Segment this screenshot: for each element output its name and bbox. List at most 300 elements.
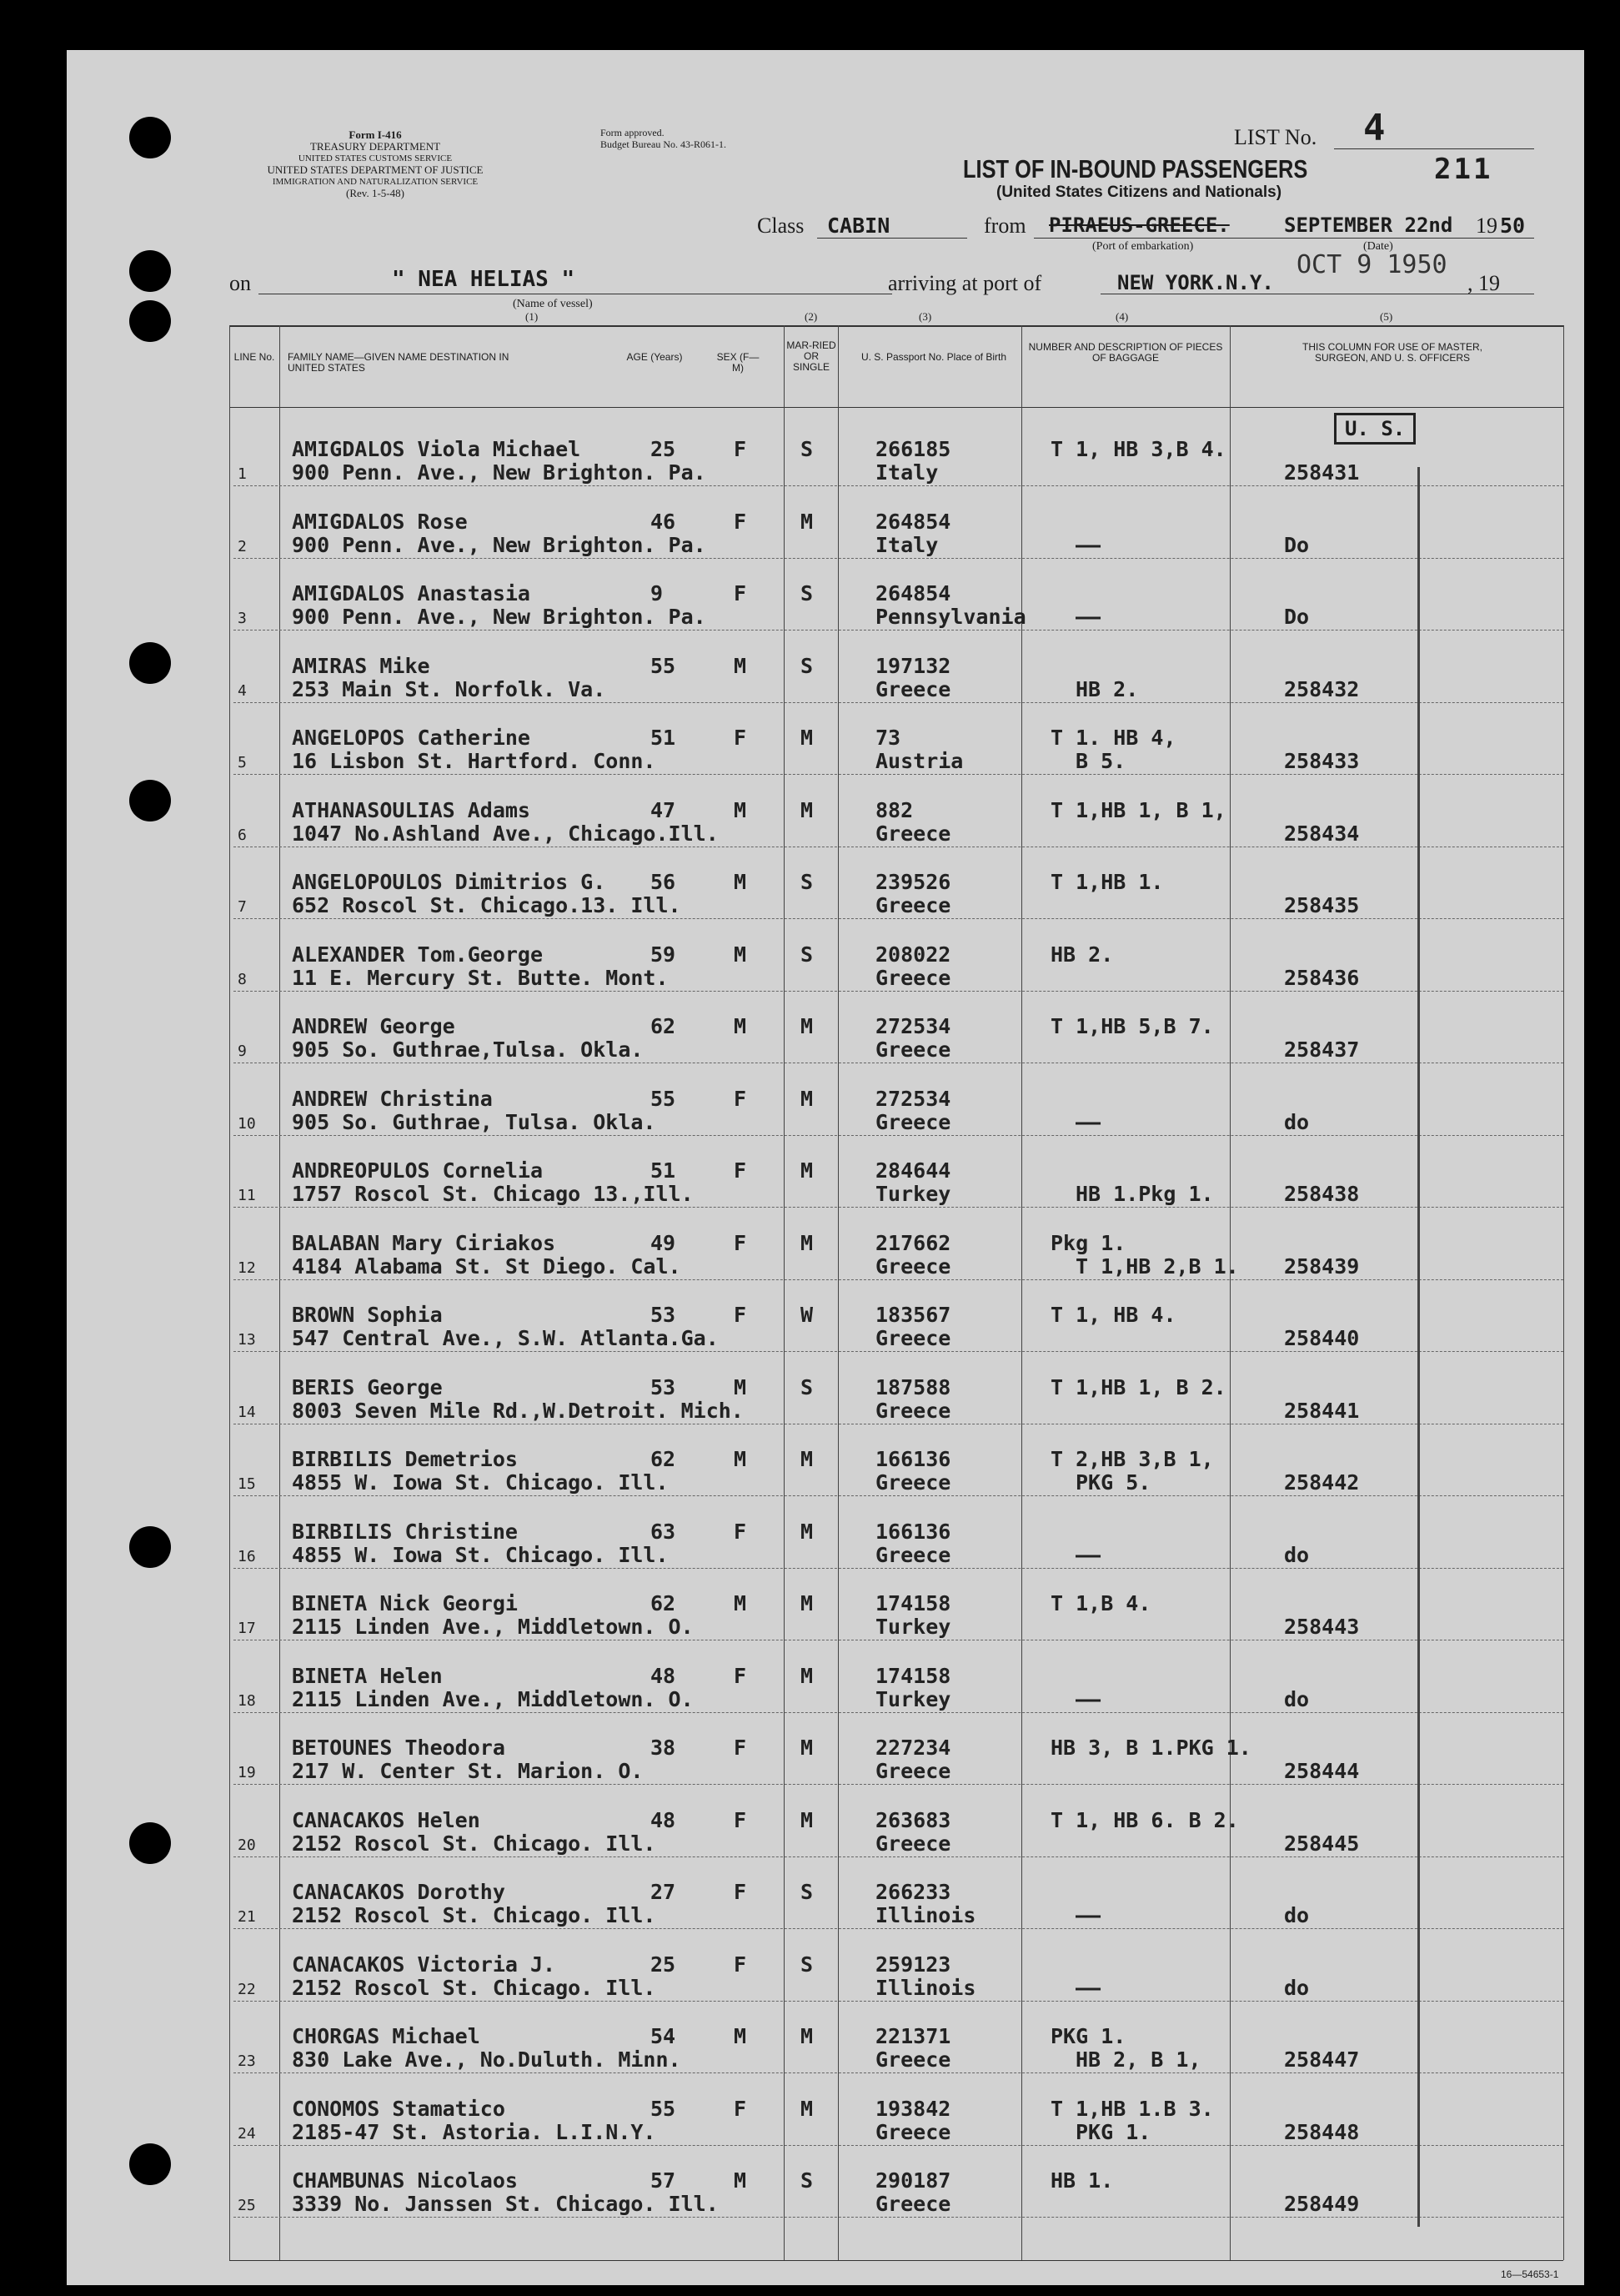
passenger-age: 49 <box>650 1230 676 1255</box>
passenger-sex: F <box>734 1519 747 1544</box>
place-of-birth: Greece <box>875 2047 951 2072</box>
passenger-sex: F <box>734 1230 747 1255</box>
place-of-birth: Turkey <box>875 1182 951 1206</box>
row-divider <box>233 1784 1563 1785</box>
list-no-underline <box>1334 148 1534 149</box>
line-number: 9 <box>238 1042 247 1060</box>
officer-note: 258438 <box>1284 1182 1360 1206</box>
baggage-line2: —— <box>1076 1542 1101 1567</box>
list-no-label: LIST No. <box>1234 125 1317 149</box>
passenger-address: 253 Main St. Norfolk. Va. <box>292 676 606 701</box>
baggage-line2: T 1,HB 2,B 1. <box>1076 1254 1239 1279</box>
officer-note: 258442 <box>1284 1470 1360 1495</box>
table-row <box>67 2077 1584 2148</box>
passenger-age: 48 <box>650 1807 676 1832</box>
marital-status: S <box>800 2168 814 2193</box>
passenger-sex: F <box>734 726 747 750</box>
baggage-line2: —— <box>1076 1975 1101 2000</box>
baggage-line1: T 1,HB 1. <box>1051 870 1164 894</box>
passenger-address: 2152 Roscol St. Chicago. Ill. <box>292 1975 656 2000</box>
passenger-address: 900 Penn. Ave., New Brighton. Pa. <box>292 460 706 485</box>
passenger-address: 900 Penn. Ave., New Brighton. Pa. <box>292 605 706 629</box>
passport-number: 193842 <box>875 2096 951 2121</box>
place-of-birth: Greece <box>875 821 951 846</box>
line-number: 24 <box>238 2124 256 2143</box>
row-divider <box>233 918 1563 919</box>
passenger-sex: M <box>734 1014 747 1038</box>
passenger-address: 905 So. Guthrae,Tulsa. Okla. <box>292 1037 644 1062</box>
passenger-age: 56 <box>650 870 676 894</box>
passenger-sex: M <box>734 2168 747 2193</box>
passenger-sex: M <box>734 1447 747 1471</box>
passenger-age: 51 <box>650 726 676 750</box>
year-prefix: 19 <box>1476 214 1497 238</box>
officer-note: do <box>1284 1903 1310 1927</box>
passport-number: 227234 <box>875 1736 951 1760</box>
passenger-name: ANGELOPOS Catherine <box>292 726 530 750</box>
passenger-age: 38 <box>650 1736 676 1760</box>
table-row <box>67 1932 1584 2004</box>
port-of-embarkation: PIRAEUS-GREECE. <box>1049 214 1230 237</box>
place-of-birth: Austria <box>875 749 964 773</box>
row-divider <box>233 1712 1563 1713</box>
passenger-name: CANACAKOS Victoria J. <box>292 1952 556 1977</box>
marital-status: S <box>800 942 814 967</box>
header-baggage: NUMBER AND DESCRIPTION OF PIECES OF BAGGAGE <box>1028 341 1223 364</box>
passenger-age: 9 <box>650 581 664 605</box>
form-number: Form I-416 <box>349 128 402 141</box>
header-officers: THIS COLUMN FOR USE OF MASTER, SURGEON, AND U. S. OFFICERS <box>1302 341 1482 364</box>
baggage-line1: T 1,HB 1, B 1, <box>1051 797 1226 822</box>
passport-number: 290187 <box>875 2168 951 2193</box>
line-number: 10 <box>238 1114 256 1133</box>
vessel-caption: (Name of vessel) <box>513 298 593 310</box>
row-divider <box>233 1135 1563 1136</box>
marital-status: M <box>800 1086 814 1111</box>
line-number: 20 <box>238 1836 256 1854</box>
baggage-line2: —— <box>1076 1903 1101 1927</box>
passenger-age: 48 <box>650 1663 676 1688</box>
officer-note: 258443 <box>1284 1615 1360 1639</box>
baggage-line1: HB 2. <box>1051 942 1114 967</box>
passenger-name: CHORGAS Michael <box>292 2024 480 2048</box>
table-row <box>67 1644 1584 1716</box>
passenger-sex: F <box>734 1663 747 1688</box>
passenger-address: 4184 Alabama St. St Diego. Cal. <box>292 1254 681 1279</box>
officer-note: 258441 <box>1284 1398 1360 1423</box>
passenger-address: 1757 Roscol St. Chicago 13.,Ill. <box>292 1182 694 1206</box>
table-row <box>67 2148 1584 2220</box>
table-row <box>67 994 1584 1066</box>
table-row <box>67 706 1584 777</box>
officer-note: 258448 <box>1284 2119 1360 2144</box>
passport-number: 266233 <box>875 1880 951 1904</box>
baggage-line2: —— <box>1076 532 1101 557</box>
col-num-5: (5) <box>1380 310 1393 323</box>
passenger-name: ANGELOPOULOS Dimitrios G. <box>292 870 606 894</box>
baggage-line2: B 5. <box>1076 749 1126 773</box>
row-divider <box>233 2217 1563 2218</box>
baggage-line1: T 1,HB 1.B 3. <box>1051 2096 1214 2121</box>
passport-number: 166136 <box>875 1519 951 1544</box>
baggage-line1: Pkg 1. <box>1051 1230 1126 1255</box>
table-row <box>67 1283 1584 1354</box>
table-row <box>67 1716 1584 1787</box>
passenger-age: 62 <box>650 1447 676 1471</box>
baggage-line2: HB 1.Pkg 1. <box>1076 1182 1214 1206</box>
header-name: FAMILY NAME—GIVEN NAME DESTINATION IN UNITED STATES <box>288 351 509 374</box>
baggage-line1: T 1,HB 5,B 7. <box>1051 1014 1214 1038</box>
passport-number: 882 <box>875 797 914 822</box>
officer-note: 258437 <box>1284 1037 1360 1062</box>
from-underline <box>1034 238 1534 239</box>
header-passport: U. S. Passport No. Place of Birth <box>860 351 1007 363</box>
line-number: 1 <box>238 465 247 483</box>
departure-date: SEPTEMBER 22nd <box>1284 214 1453 237</box>
line-number: 15 <box>238 1475 256 1493</box>
passenger-sex: F <box>734 437 747 461</box>
passenger-age: 53 <box>650 1374 676 1399</box>
officer-check-line <box>1417 467 1420 2227</box>
line-number: 8 <box>238 970 247 988</box>
officer-note: 258435 <box>1284 893 1360 917</box>
place-of-birth: Turkey <box>875 1615 951 1639</box>
marital-status: M <box>800 1736 814 1760</box>
line-number: 23 <box>238 2052 256 2070</box>
passenger-name: CHAMBUNAS Nicolaos <box>292 2168 518 2193</box>
officer-note: Do <box>1284 605 1310 629</box>
row-divider <box>233 1495 1563 1496</box>
passenger-address: 1047 No.Ashland Ave., Chicago.Ill. <box>292 821 719 846</box>
passenger-sex: M <box>734 2024 747 2048</box>
passenger-address: 3339 No. Janssen St. Chicago. Ill. <box>292 2192 719 2216</box>
passenger-sex: M <box>734 942 747 967</box>
passenger-age: 25 <box>650 437 676 461</box>
line-number: 6 <box>238 826 247 844</box>
passenger-name: ANDREOPULOS Cornelia <box>292 1158 544 1183</box>
passenger-name: BROWN Sophia <box>292 1303 443 1327</box>
table-row <box>67 1211 1584 1283</box>
row-divider <box>233 1856 1563 1857</box>
table-row <box>67 417 1584 489</box>
passport-number: 174158 <box>875 1591 951 1615</box>
line-number: 2 <box>238 537 247 555</box>
arrival-year: , 19 <box>1467 271 1500 295</box>
place-of-birth: Greece <box>875 2192 951 2216</box>
baggage-line1: T 1,B 4. <box>1051 1591 1151 1615</box>
list-no-value: 4 <box>1363 107 1386 149</box>
footer-code: 16—54653-1 <box>1501 2268 1559 2280</box>
passenger-address: 2115 Linden Ave., Middletown. O. <box>292 1615 694 1639</box>
line-number: 7 <box>238 898 247 916</box>
table-row <box>67 922 1584 994</box>
passenger-name: BALABAN Mary Ciriakos <box>292 1230 556 1255</box>
table-row <box>67 1138 1584 1210</box>
passenger-age: 46 <box>650 509 676 534</box>
date-caption: (Date) <box>1363 240 1393 253</box>
passenger-age: 27 <box>650 1880 676 1904</box>
row-divider <box>233 1279 1563 1280</box>
header-sex: SEX (F—M) <box>716 351 760 374</box>
year-suffix: 50 <box>1500 214 1526 238</box>
passenger-age: 55 <box>650 2096 676 2121</box>
place-of-birth: Turkey <box>875 1686 951 1711</box>
line-number: 16 <box>238 1547 256 1565</box>
passenger-name: AMIGDALOS Viola Michael <box>292 437 581 461</box>
place-of-birth: Greece <box>875 893 951 917</box>
passenger-name: BIRBILIS Christine <box>292 1519 518 1544</box>
passenger-name: BETOUNES Theodora <box>292 1736 505 1760</box>
place-of-birth: Greece <box>875 1326 951 1350</box>
passenger-sex: M <box>734 797 747 822</box>
marital-status: M <box>800 1663 814 1688</box>
passenger-name: ANDREW George <box>292 1014 455 1038</box>
arriving-label: arriving at port of <box>888 271 1042 295</box>
line-number: 17 <box>238 1620 256 1637</box>
embark-caption: (Port of embarkation) <box>1092 240 1194 253</box>
passenger-address: 830 Lake Ave., No.Duluth. Minn. <box>292 2047 681 2072</box>
row-divider <box>233 630 1563 631</box>
passport-number: 187588 <box>875 1374 951 1399</box>
baggage-line2: PKG 1. <box>1076 2119 1151 2144</box>
from-label: from <box>984 214 1026 238</box>
line-number: 19 <box>238 1764 256 1781</box>
passport-number: 266185 <box>875 437 951 461</box>
arrival-date-stamp: OCT 9 1950 <box>1297 250 1447 279</box>
officer-note: 258432 <box>1284 676 1360 701</box>
marital-status: S <box>800 437 814 461</box>
place-of-birth: Greece <box>875 1037 951 1062</box>
place-of-birth: Greece <box>875 1254 951 1279</box>
table-row <box>67 778 1584 850</box>
passenger-sex: F <box>734 2096 747 2121</box>
baggage-line2: —— <box>1076 1109 1101 1134</box>
table-row <box>67 850 1584 922</box>
baggage-line1: T 1. HB 4, <box>1051 726 1176 750</box>
officer-note: Do <box>1284 532 1310 557</box>
place-of-birth: Greece <box>875 2119 951 2144</box>
passenger-name: BINETA Nick Georgi <box>292 1591 518 1615</box>
passenger-age: 62 <box>650 1014 676 1038</box>
passport-number: 197132 <box>875 653 951 678</box>
officer-note: 258436 <box>1284 965 1360 990</box>
page-number: 211 <box>1434 153 1493 186</box>
passport-number: 208022 <box>875 942 951 967</box>
passenger-name: CONOMOS Stamatico <box>292 2096 505 2121</box>
passport-number: 217662 <box>875 1230 951 1255</box>
punch-hole <box>129 117 171 158</box>
table-row <box>67 634 1584 706</box>
place-of-birth: Greece <box>875 1542 951 1567</box>
officer-note: 258449 <box>1284 2192 1360 2216</box>
passenger-address: 900 Penn. Ave., New Brighton. Pa. <box>292 532 706 557</box>
passenger-name: ALEXANDER Tom.George <box>292 942 544 967</box>
approved-text: Form approved. <box>600 127 665 138</box>
passenger-sex: M <box>734 653 747 678</box>
line-number: 12 <box>238 1259 256 1277</box>
marital-status: S <box>800 870 814 894</box>
class-label: Class <box>757 214 805 238</box>
passenger-address: 547 Central Ave., S.W. Atlanta.Ga. <box>292 1326 719 1350</box>
arrival-port: NEW YORK.N.Y. <box>1117 271 1274 294</box>
form-approval <box>600 127 726 150</box>
officer-note: 258434 <box>1284 821 1360 846</box>
officer-note: 258440 <box>1284 1326 1360 1350</box>
punch-hole <box>129 300 171 342</box>
passenger-sex: F <box>734 1736 747 1760</box>
passenger-name: BIRBILIS Demetrios <box>292 1447 518 1471</box>
us-officer-stamp: U. S. <box>1334 413 1416 445</box>
line-number: 4 <box>238 681 247 700</box>
baggage-line1: HB 3, B 1.PKG 1. <box>1051 1736 1251 1760</box>
passenger-address: 4855 W. Iowa St. Chicago. Ill. <box>292 1470 669 1495</box>
passenger-sex: M <box>734 1591 747 1615</box>
place-of-birth: Italy <box>875 460 939 485</box>
marital-status: M <box>800 1230 814 1255</box>
row-divider <box>233 1928 1563 1929</box>
passenger-address: 11 E. Mercury St. Butte. Mont. <box>292 965 669 990</box>
line-number: 25 <box>238 2197 256 2214</box>
passport-number: 264854 <box>875 509 951 534</box>
marital-status: S <box>800 653 814 678</box>
table-row <box>67 1355 1584 1427</box>
officer-note: do <box>1284 1686 1310 1711</box>
marital-status: M <box>800 2096 814 2121</box>
officer-note: 258447 <box>1284 2047 1360 2072</box>
place-of-birth: Greece <box>875 1398 951 1423</box>
passport-number: 174158 <box>875 1663 951 1688</box>
marital-status: M <box>800 1447 814 1471</box>
baggage-line1: HB 1. <box>1051 2168 1114 2193</box>
passenger-address: 4855 W. Iowa St. Chicago. Ill. <box>292 1542 669 1567</box>
passenger-name: BERIS George <box>292 1374 443 1399</box>
passenger-age: 53 <box>650 1303 676 1327</box>
place-of-birth: Italy <box>875 532 939 557</box>
passenger-name: BINETA Helen <box>292 1663 443 1688</box>
passenger-address: 905 So. Guthrae, Tulsa. Okla. <box>292 1109 656 1134</box>
header-line: LINE No. <box>233 351 275 363</box>
table-bottom <box>229 2260 1563 2261</box>
marital-status: S <box>800 1952 814 1977</box>
table-row <box>67 490 1584 561</box>
baggage-line1: PKG 1. <box>1051 2024 1126 2048</box>
marital-status: M <box>800 1158 814 1183</box>
passenger-address: 652 Roscol St. Chicago.13. Ill. <box>292 893 681 917</box>
marital-status: S <box>800 1880 814 1904</box>
header-bottom <box>229 407 1563 408</box>
revision: (Rev. 1-5-48) <box>346 187 404 199</box>
passenger-age: 57 <box>650 2168 676 2193</box>
baggage-line1: T 1, HB 6. B 2. <box>1051 1807 1239 1832</box>
passenger-age: 59 <box>650 942 676 967</box>
place-of-birth: Greece <box>875 676 951 701</box>
passport-number: 284644 <box>875 1158 951 1183</box>
table-row <box>67 2004 1584 2076</box>
baggage-line1: T 1, HB 3,B 4. <box>1051 437 1226 461</box>
baggage-line2: —— <box>1076 605 1101 629</box>
passenger-name: CANACAKOS Helen <box>292 1807 480 1832</box>
table-row <box>67 1788 1584 1860</box>
passenger-age: 55 <box>650 653 676 678</box>
marital-status: M <box>800 1014 814 1038</box>
customs-service: UNITED STATES CUSTOMS SERVICE <box>298 153 453 163</box>
passenger-address: 217 W. Center St. Marion. O. <box>292 1759 644 1783</box>
passenger-name: CANACAKOS Dorothy <box>292 1880 505 1904</box>
passport-number: 264854 <box>875 581 951 605</box>
col-num-4: (4) <box>1116 310 1129 323</box>
place-of-birth: Pennsylvania <box>875 605 1026 629</box>
passenger-name: AMIGDALOS Anastasia <box>292 581 530 605</box>
passenger-sex: F <box>734 1952 747 1977</box>
col-num-2: (2) <box>805 310 818 323</box>
officer-note: do <box>1284 1975 1310 2000</box>
baggage-line1: T 1, HB 4. <box>1051 1303 1176 1327</box>
place-of-birth: Illinois <box>875 1975 976 2000</box>
passenger-address: 2115 Linden Ave., Middletown. O. <box>292 1686 694 1711</box>
row-divider <box>233 774 1563 775</box>
manifest-page <box>67 50 1584 2285</box>
header-married: MAR-RIED OR SINGLE <box>786 339 836 373</box>
row-divider <box>233 991 1563 992</box>
table-row <box>67 1427 1584 1499</box>
baggage-line2: —— <box>1076 1686 1101 1711</box>
officer-note: 258439 <box>1284 1254 1360 1279</box>
passenger-age: 51 <box>650 1158 676 1183</box>
baggage-line1: T 2,HB 3,B 1, <box>1051 1447 1214 1471</box>
passenger-address: 16 Lisbon St. Hartford. Conn. <box>292 749 656 773</box>
passenger-address: 2152 Roscol St. Chicago. Ill. <box>292 1831 656 1856</box>
passenger-age: 63 <box>650 1519 676 1544</box>
table-row <box>67 1500 1584 1571</box>
marital-status: M <box>800 797 814 822</box>
passenger-sex: F <box>734 1303 747 1327</box>
marital-status: S <box>800 1374 814 1399</box>
passport-number: 221371 <box>875 2024 951 2048</box>
passport-number: 263683 <box>875 1807 951 1832</box>
baggage-line2: HB 2. <box>1076 676 1139 701</box>
header-age: AGE (Years) <box>626 351 683 363</box>
marital-status: M <box>800 1591 814 1615</box>
passenger-age: 25 <box>650 1952 676 1977</box>
passenger-sex: M <box>734 1374 747 1399</box>
justice-dept: UNITED STATES DEPARTMENT OF JUSTICE <box>267 163 484 176</box>
passport-number: 166136 <box>875 1447 951 1471</box>
passenger-name: ATHANASOULIAS Adams <box>292 797 530 822</box>
baggage-line2: HB 2, B 1, <box>1076 2047 1201 2072</box>
passenger-age: 54 <box>650 2024 676 2048</box>
passenger-sex: F <box>734 1807 747 1832</box>
passport-number: 272534 <box>875 1086 951 1111</box>
table-row <box>67 1571 1584 1643</box>
line-number: 3 <box>238 610 247 627</box>
marital-status: W <box>800 1303 814 1327</box>
passport-number: 183567 <box>875 1303 951 1327</box>
passenger-address: 2152 Roscol St. Chicago. Ill. <box>292 1903 656 1927</box>
place-of-birth: Greece <box>875 1109 951 1134</box>
passenger-sex: F <box>734 1158 747 1183</box>
passport-number: 73 <box>875 726 901 750</box>
passenger-age: 62 <box>650 1591 676 1615</box>
ins-service: IMMIGRATION AND NATURALIZATION SERVICE <box>272 177 479 187</box>
row-divider <box>233 2072 1563 2073</box>
passport-number: 272534 <box>875 1014 951 1038</box>
passenger-address: 2185-47 St. Astoria. L.I.N.Y. <box>292 2119 656 2144</box>
line-number: 13 <box>238 1331 256 1349</box>
place-of-birth: Greece <box>875 1831 951 1856</box>
officer-note: 258444 <box>1284 1759 1360 1783</box>
passenger-name: AMIGDALOS Rose <box>292 509 468 534</box>
passenger-age: 47 <box>650 797 676 822</box>
